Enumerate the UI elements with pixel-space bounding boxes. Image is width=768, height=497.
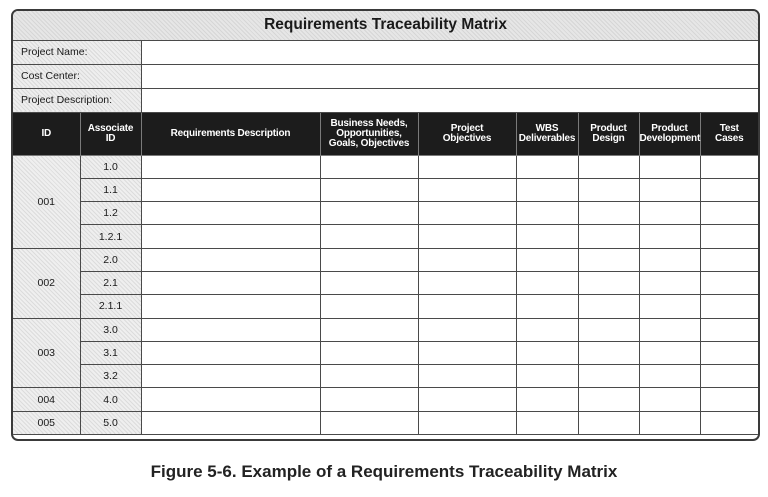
table-row <box>13 388 758 411</box>
project-objectives-cell[interactable] <box>418 318 516 341</box>
product-development-cell[interactable] <box>639 388 700 411</box>
test-cases-cell[interactable] <box>700 155 758 178</box>
business-needs-cell[interactable] <box>320 202 418 225</box>
project-objectives-cell[interactable] <box>418 225 516 248</box>
business-needs-cell[interactable] <box>320 388 418 411</box>
cost-center-label: Cost Center: <box>13 64 141 88</box>
col-header-product-development-line2: Development <box>639 132 701 144</box>
test-cases-cell[interactable] <box>700 318 758 341</box>
business-needs-cell[interactable] <box>320 365 418 388</box>
business-needs-cell[interactable] <box>320 295 418 318</box>
wbs-deliverables-cell[interactable] <box>516 202 578 225</box>
col-header-project-objectives-line1: Project <box>450 122 484 134</box>
test-cases-cell[interactable] <box>700 341 758 364</box>
wbs-deliverables-cell[interactable] <box>516 295 578 318</box>
associate-id-cell: 1.0 <box>80 155 141 178</box>
table-row <box>13 178 758 201</box>
associate-id-cell: 2.1.1 <box>80 295 141 318</box>
col-header-associate-id-line2: ID <box>105 132 116 144</box>
col-header-project-objectives-line2: Objectives <box>442 132 492 144</box>
project-objectives-cell[interactable] <box>418 248 516 271</box>
product-development-cell[interactable] <box>639 178 700 201</box>
table-row <box>13 295 758 318</box>
associate-id-cell: 2.1 <box>80 271 141 294</box>
requirement-id-cell: 005 <box>13 411 80 434</box>
table-row <box>13 341 758 364</box>
wbs-deliverables-cell[interactable] <box>516 225 578 248</box>
product-development-cell[interactable] <box>639 271 700 294</box>
product-development-cell[interactable] <box>639 202 700 225</box>
project-objectives-cell[interactable] <box>418 388 516 411</box>
col-header-product-development <box>639 112 700 155</box>
wbs-deliverables-cell[interactable] <box>516 248 578 271</box>
col-header-wbs-deliverables-line1: WBS <box>535 122 559 134</box>
matrix-title: Requirements Traceability Matrix <box>13 11 758 40</box>
col-header-business-needs <box>320 112 418 155</box>
project-objectives-cell[interactable] <box>418 155 516 178</box>
col-header-id-text: ID <box>41 127 52 139</box>
project-description-field[interactable] <box>141 88 758 112</box>
test-cases-cell[interactable] <box>700 388 758 411</box>
project-objectives-cell[interactable] <box>418 295 516 318</box>
traceability-matrix-frame <box>11 9 760 441</box>
product-design-cell[interactable] <box>578 155 639 178</box>
associate-id-cell: 1.2 <box>80 202 141 225</box>
test-cases-cell[interactable] <box>700 225 758 248</box>
business-needs-cell[interactable] <box>320 155 418 178</box>
associate-id-cell: 5.0 <box>80 411 141 434</box>
requirements-description-cell[interactable] <box>141 178 320 201</box>
associate-id-cell: 4.0 <box>80 388 141 411</box>
project-objectives-cell[interactable] <box>418 411 516 434</box>
product-development-cell[interactable] <box>639 225 700 248</box>
col-header-product-design-line2: Design <box>592 132 625 144</box>
requirements-description-cell[interactable] <box>141 295 320 318</box>
product-development-cell[interactable] <box>639 411 700 434</box>
product-design-cell[interactable] <box>578 202 639 225</box>
project-name-label: Project Name: <box>13 40 141 64</box>
table-row <box>13 248 758 271</box>
requirement-id-cell: 004 <box>13 388 80 411</box>
requirements-description-cell[interactable] <box>141 155 320 178</box>
test-cases-cell[interactable] <box>700 178 758 201</box>
col-header-requirements-description-text: Requirements Description <box>170 127 291 139</box>
table-row <box>13 155 758 178</box>
wbs-deliverables-cell[interactable] <box>516 155 578 178</box>
col-header-requirements-description <box>141 112 320 155</box>
business-needs-cell[interactable] <box>320 178 418 201</box>
wbs-deliverables-cell[interactable] <box>516 341 578 364</box>
product-development-cell[interactable] <box>639 248 700 271</box>
test-cases-cell[interactable] <box>700 248 758 271</box>
product-development-cell[interactable] <box>639 341 700 364</box>
requirement-id-cell: 001 <box>13 155 80 248</box>
wbs-deliverables-cell[interactable] <box>516 411 578 434</box>
business-needs-cell[interactable] <box>320 318 418 341</box>
product-development-cell[interactable] <box>639 295 700 318</box>
product-development-cell[interactable] <box>639 155 700 178</box>
project-name-field[interactable] <box>141 40 758 64</box>
project-description-label: Project Description: <box>13 88 141 112</box>
requirements-description-cell[interactable] <box>141 341 320 364</box>
col-header-test-cases-line1: Test <box>719 122 739 134</box>
associate-id-cell: 2.0 <box>80 248 141 271</box>
product-design-cell[interactable] <box>578 411 639 434</box>
associate-id-cell: 1.2.1 <box>80 225 141 248</box>
product-design-cell[interactable] <box>578 178 639 201</box>
associate-id-cell: 3.1 <box>80 341 141 364</box>
requirement-id-cell: 003 <box>13 318 80 388</box>
traceability-matrix-table <box>13 11 758 435</box>
requirements-description-cell[interactable] <box>141 271 320 294</box>
col-header-wbs-deliverables <box>516 112 578 155</box>
wbs-deliverables-cell[interactable] <box>516 271 578 294</box>
business-needs-cell[interactable] <box>320 411 418 434</box>
table-row <box>13 225 758 248</box>
associate-id-cell: 1.1 <box>80 178 141 201</box>
requirements-description-cell[interactable] <box>141 388 320 411</box>
associate-id-cell: 3.0 <box>80 318 141 341</box>
test-cases-cell[interactable] <box>700 365 758 388</box>
requirements-description-cell[interactable] <box>141 202 320 225</box>
wbs-deliverables-cell[interactable] <box>516 365 578 388</box>
test-cases-cell[interactable] <box>700 295 758 318</box>
table-row <box>13 271 758 294</box>
wbs-deliverables-cell[interactable] <box>516 318 578 341</box>
col-header-test-cases <box>700 112 758 155</box>
col-header-wbs-deliverables-line2: Deliverables <box>518 132 576 144</box>
figure-caption: Figure 5-6. Example of a Requirements Traceability Matrix <box>150 462 618 481</box>
requirements-description-cell[interactable] <box>141 365 320 388</box>
test-cases-cell[interactable] <box>700 202 758 225</box>
col-header-project-objectives <box>418 112 516 155</box>
project-objectives-cell[interactable] <box>418 202 516 225</box>
wbs-deliverables-cell[interactable] <box>516 388 578 411</box>
table-row <box>13 411 758 434</box>
table-row <box>13 365 758 388</box>
project-objectives-cell[interactable] <box>418 271 516 294</box>
project-objectives-cell[interactable] <box>418 341 516 364</box>
associate-id-cell: 3.2 <box>80 365 141 388</box>
wbs-deliverables-cell[interactable] <box>516 178 578 201</box>
col-header-product-development-line1: Product <box>651 122 688 134</box>
table-row <box>13 318 758 341</box>
test-cases-cell[interactable] <box>700 411 758 434</box>
requirements-description-cell[interactable] <box>141 225 320 248</box>
requirements-description-cell[interactable] <box>141 318 320 341</box>
col-header-business-needs-line2: Opportunities, <box>336 127 402 139</box>
product-design-cell[interactable] <box>578 271 639 294</box>
project-objectives-cell[interactable] <box>418 178 516 201</box>
product-design-cell[interactable] <box>578 388 639 411</box>
product-design-cell[interactable] <box>578 341 639 364</box>
requirement-id-cell: 002 <box>13 248 80 318</box>
product-design-cell[interactable] <box>578 365 639 388</box>
product-development-cell[interactable] <box>639 365 700 388</box>
cost-center-field[interactable] <box>141 64 758 88</box>
project-objectives-cell[interactable] <box>418 365 516 388</box>
table-row <box>13 202 758 225</box>
col-header-product-design-line1: Product <box>590 122 627 134</box>
product-design-cell[interactable] <box>578 248 639 271</box>
business-needs-cell[interactable] <box>320 271 418 294</box>
col-header-test-cases-line2: Cases <box>715 132 744 144</box>
business-needs-cell[interactable] <box>320 225 418 248</box>
business-needs-cell[interactable] <box>320 341 418 364</box>
requirements-description-cell[interactable] <box>141 248 320 271</box>
column-header-row <box>13 112 758 155</box>
business-needs-cell[interactable] <box>320 248 418 271</box>
product-development-cell[interactable] <box>639 318 700 341</box>
col-header-business-needs-line1: Business Needs, <box>330 117 408 129</box>
test-cases-cell[interactable] <box>700 271 758 294</box>
col-header-business-needs-line3: Goals, Objectives <box>328 137 410 149</box>
col-header-id <box>13 112 80 155</box>
col-header-product-design <box>578 112 639 155</box>
requirements-description-cell[interactable] <box>141 411 320 434</box>
col-header-associate-id <box>80 112 141 155</box>
product-design-cell[interactable] <box>578 225 639 248</box>
col-header-associate-id-line1: Associate <box>87 122 134 134</box>
product-design-cell[interactable] <box>578 318 639 341</box>
product-design-cell[interactable] <box>578 295 639 318</box>
